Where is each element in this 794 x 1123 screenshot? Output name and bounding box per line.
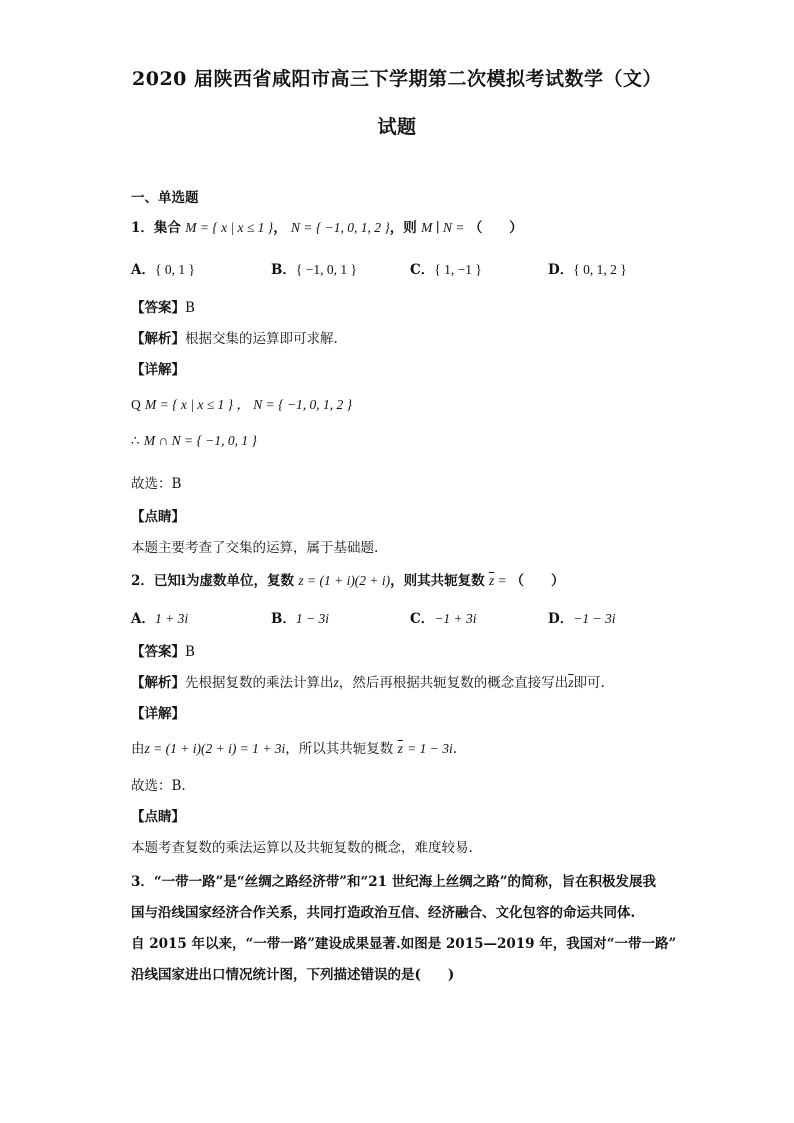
comment-tag: 【点睛】 bbox=[131, 809, 185, 825]
analysis-zbar: $\overline{z}$ bbox=[568, 675, 574, 690]
detail-text-b: ，所以其共轭复数 bbox=[285, 741, 394, 757]
detail-expression: z = (1 + i)(2 + i) = 1 + 3i bbox=[144, 741, 286, 756]
detail-text-a: 由 bbox=[131, 741, 145, 757]
question-3-line4: 沿线国家进出口情况统计图，下列描述错误的是( ) bbox=[131, 967, 455, 983]
analysis-text-a: 先根据复数的乘法计算出 bbox=[185, 675, 334, 691]
analysis-z: z bbox=[333, 675, 339, 690]
option-value: −1 − 3i bbox=[573, 611, 616, 626]
question-2-comment-tag bbox=[131, 805, 185, 825]
option-value: { 0, 1, 2 } bbox=[573, 262, 627, 277]
option-label: B． bbox=[271, 262, 296, 278]
option-label: A． bbox=[131, 262, 155, 278]
question-2-option-d bbox=[548, 607, 615, 627]
question-1-comment-tag bbox=[131, 505, 185, 525]
option-value: −1 + 3i bbox=[434, 611, 477, 626]
question-1-paren: （ ） bbox=[468, 220, 523, 236]
option-value: { −1, 0, 1 } bbox=[295, 262, 357, 277]
detail-end: . bbox=[452, 741, 458, 757]
because-symbol: Q bbox=[131, 397, 141, 412]
question-1-comment: 本题主要考查了交集的运算，属于基础题. bbox=[131, 540, 379, 556]
question-2-paren: （ ） bbox=[510, 573, 565, 589]
analysis-tag: 【解析】 bbox=[131, 331, 185, 347]
option-value: 1 + 3i bbox=[154, 611, 189, 626]
question-1-choose: 故选：B bbox=[131, 476, 182, 492]
question-3-line2: 国与沿线国家经济合作关系，共同打造政治互信、经济融合、文化包容的命运共同体. bbox=[131, 905, 636, 921]
option-label: A． bbox=[131, 611, 155, 627]
detail-tag: 【详解】 bbox=[131, 362, 185, 378]
option-label: C． bbox=[410, 262, 435, 278]
question-2-detail-line bbox=[131, 737, 457, 757]
section-heading: 一、单选题 bbox=[131, 190, 199, 206]
analysis-text: 根据交集的运算即可求解. bbox=[185, 331, 338, 347]
answer-tag: 【答案】 bbox=[131, 644, 185, 660]
detail-result: = 1 − 3i bbox=[407, 741, 453, 756]
option-value: { 0, 1 } bbox=[154, 262, 195, 277]
answer-value: B bbox=[185, 300, 195, 316]
question-1-analysis bbox=[131, 327, 338, 347]
option-label: B． bbox=[271, 611, 296, 627]
question-2-option-c bbox=[410, 607, 476, 627]
question-1-detail-line2 bbox=[131, 433, 257, 449]
question-1-set-n: N = { −1, 0, 1, 2 } bbox=[291, 220, 390, 235]
document-title-line1: 2020 届陕西省咸阳市高三下学期第二次模拟考试数学（文） bbox=[132, 68, 662, 90]
question-2-option-a bbox=[131, 607, 188, 627]
question-2-analysis bbox=[131, 671, 605, 691]
analysis-tag: 【解析】 bbox=[131, 675, 185, 691]
option-value: { 1, −1 } bbox=[434, 262, 482, 277]
question-2-answer bbox=[131, 640, 195, 660]
question-1-expression: M ∣ N = bbox=[421, 220, 465, 235]
detail-sets: M = { x | x ≤ 1 } ， N = { −1, 0, 1, 2 } bbox=[145, 397, 353, 412]
question-1-option-b bbox=[271, 258, 357, 278]
analysis-text-c: 即可. bbox=[573, 675, 605, 691]
detail-intersection: M ∩ N = { −1, 0, 1 } bbox=[143, 433, 257, 448]
question-1-text-a: 集合 bbox=[153, 220, 181, 236]
question-1-detail-tag bbox=[131, 358, 185, 378]
detail-tag: 【详解】 bbox=[131, 706, 185, 722]
question-2-number: 2． bbox=[131, 573, 154, 589]
answer-value: B bbox=[185, 644, 195, 660]
option-label: C． bbox=[410, 611, 435, 627]
comment-tag: 【点睛】 bbox=[131, 509, 185, 525]
document-title-line2: 试题 bbox=[377, 116, 417, 138]
question-2-expression: z = (1 + i)(2 + i) bbox=[298, 573, 391, 588]
question-2-stem bbox=[131, 569, 564, 589]
question-1-stem bbox=[131, 216, 523, 236]
question-1-number: 1． bbox=[131, 220, 154, 236]
question-1-answer bbox=[131, 296, 195, 316]
answer-tag: 【答案】 bbox=[131, 300, 185, 316]
question-2-text-a: 已知i为虚数单位，复数 bbox=[153, 573, 295, 589]
question-1-detail-line1 bbox=[131, 393, 352, 413]
question-2-comment: 本题考查复数的乘法运算以及共轭复数的概念，难度较易. bbox=[131, 840, 473, 856]
question-2-text-b: ，则其共轭复数 bbox=[390, 573, 485, 589]
question-1-option-c bbox=[410, 258, 482, 278]
question-2-option-b bbox=[271, 607, 329, 627]
question-3-line1: 3．“一带一路”是“丝绸之路经济带”和“21 世纪海上丝绸之路”的简称，旨在积极发展我 bbox=[131, 874, 656, 890]
detail-zbar: $\overline{z}$ bbox=[397, 741, 403, 756]
question-3-line3: 自 2015 年以来，“一带一路”建设成果显著.如图是 2015—2019 年，我国对“一带一路” bbox=[131, 936, 677, 952]
question-1-sep: ， bbox=[273, 220, 287, 236]
therefore-symbol: ∴ bbox=[131, 433, 140, 448]
question-1-text-b: ，则 bbox=[389, 220, 417, 236]
question-2-detail-tag bbox=[131, 702, 185, 722]
option-label: D． bbox=[548, 611, 574, 627]
question-2-equals: = bbox=[498, 573, 507, 588]
question-2-zbar: $\overline{z}$ bbox=[488, 573, 495, 588]
option-label: D． bbox=[548, 262, 574, 278]
option-value: 1 − 3i bbox=[295, 611, 330, 626]
question-1-set-m: M = { x | x ≤ 1 } bbox=[185, 220, 274, 235]
question-1-option-a bbox=[131, 258, 195, 278]
question-2-choose: 故选：B. bbox=[131, 778, 186, 794]
question-1-option-d bbox=[548, 258, 627, 278]
analysis-text-b: ，然后再根据共轭复数的概念直接写出 bbox=[338, 675, 569, 691]
